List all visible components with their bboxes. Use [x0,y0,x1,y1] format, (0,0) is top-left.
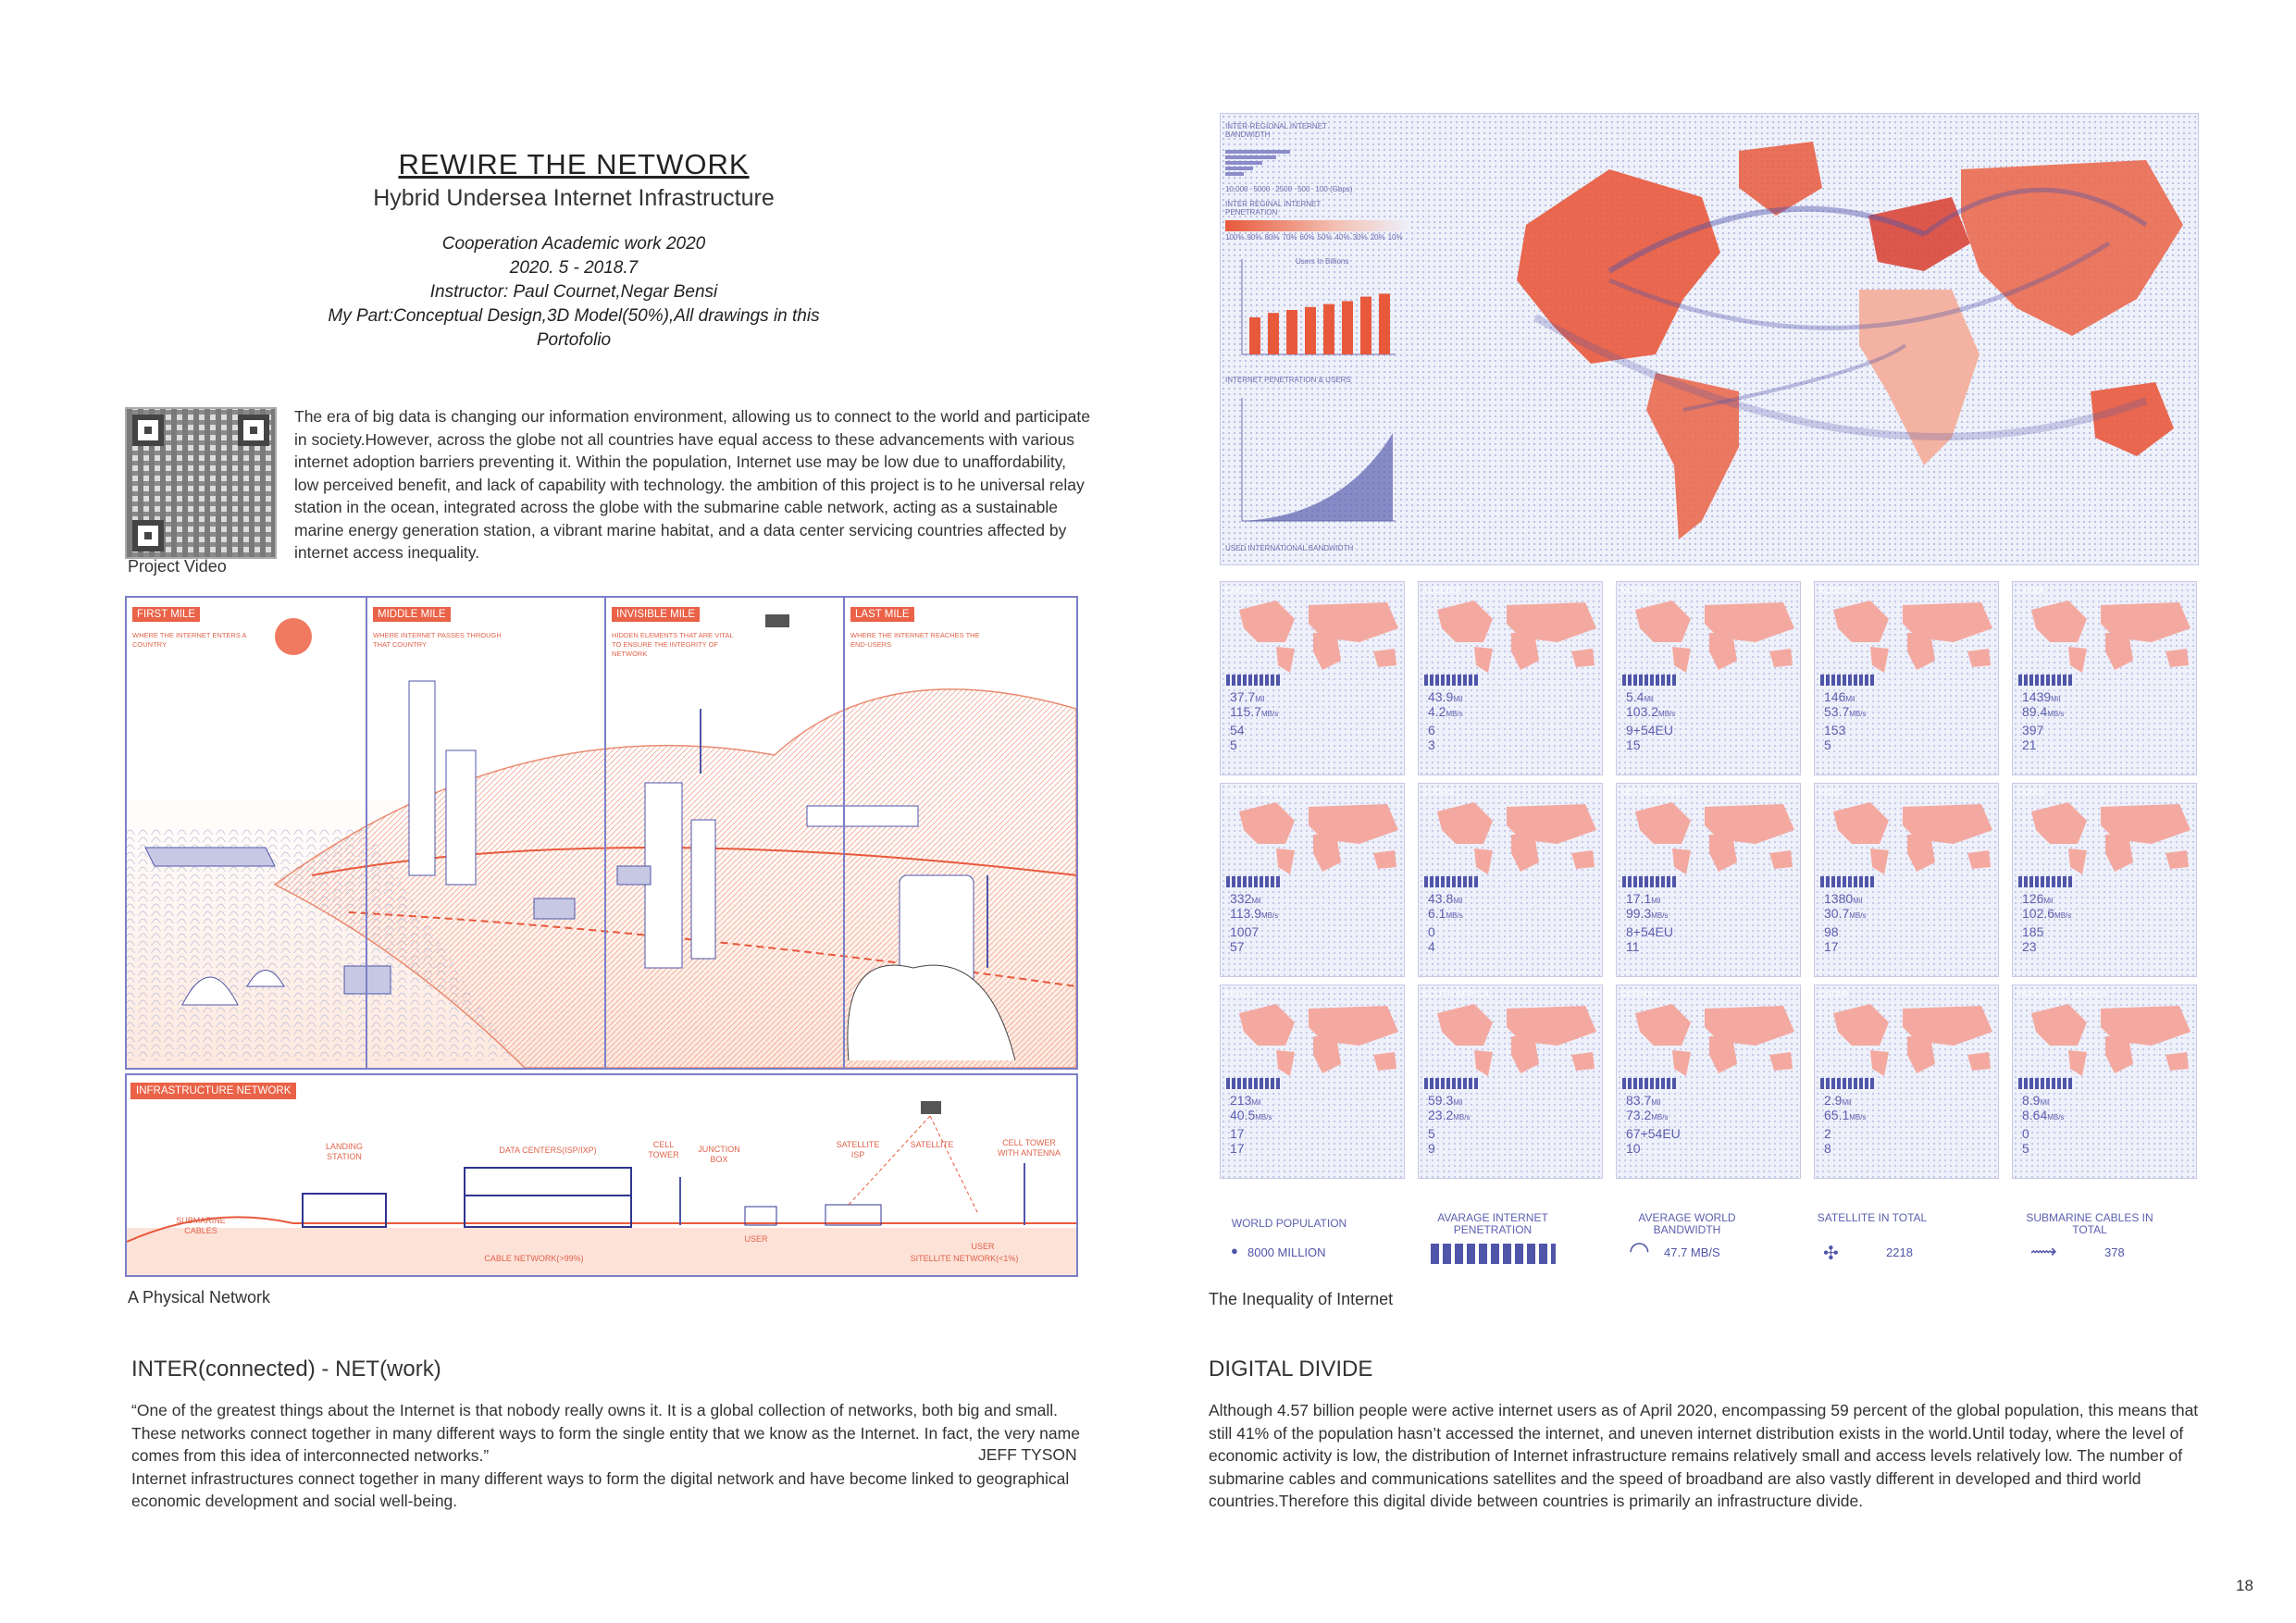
label-submarine-cables: SUBMARINE CABLES [176,1216,226,1235]
panel-middle-mile [367,598,606,1068]
population-people-icon [2018,876,2074,887]
physical-network-illustration [125,596,1078,1070]
submarine-cable-count: 5 [1824,737,1831,752]
country-card [1418,783,1603,977]
greenland-shape [1739,142,1822,216]
country-card [2012,783,2197,977]
population-value: 213Mil [1230,1093,1261,1108]
used-bandwidth-chart [1240,396,1397,526]
population-value: 1439Mil [2022,689,2061,704]
satellite-count: 185 [2022,924,2044,939]
world-map-mini [2013,793,2196,876]
legend-satellite-total-value: 2218 [1886,1245,1913,1259]
bandwidth-tick: 500 [1297,185,1310,193]
satellite-count: 67+54EU [1626,1126,1681,1141]
panel-tag: FIRST MILE [132,607,200,622]
label-junction-box: JUNCTION BOX [698,1145,740,1164]
country-card [2012,985,2197,1179]
penetration-tick: 40% [1334,233,1350,242]
population-value: 43.9Mil [1428,689,1463,704]
population-value: 59.3Mil [1428,1093,1463,1108]
world-map-mini [2013,995,2196,1078]
world-map-mini [1815,995,1998,1078]
country-card [1616,783,1801,977]
legend-world-bandwidth: AVERAGE WORLD BANDWIDTH [1638,1211,1736,1236]
population-value: 2.9Mil [1824,1093,1852,1108]
population-people-icon [1622,1078,1678,1089]
submarine-cable-count: 11 [1626,939,1640,954]
submarine-cable-count: 5 [1230,737,1237,752]
submarine-cable-count: 3 [1428,737,1435,752]
qr-label: Project Video [128,557,227,576]
population-people-icon [1820,876,1876,887]
satellite-count: 8+54EU [1626,924,1673,939]
infrastructure-tag: INFRASTRUCTURE NETWORK [130,1083,296,1099]
users-bar [1249,317,1260,354]
data-center-icon [465,1168,631,1227]
satellite-icon: ✣ [1823,1244,1839,1264]
bandwidth-value: 115.7MB/s [1230,704,1279,719]
submarine-cable-count: 10 [1626,1141,1641,1156]
country-card [1220,985,1405,1179]
bandwidth-value: 53.7MB/s [1824,704,1867,719]
project-meta-1: Cooperation Academic work 2020 [441,234,706,254]
country-card [1418,985,1603,1179]
project-subtitle: Hybrid Undersea Internet Infrastructure [373,185,775,211]
country-card [1814,783,1999,977]
world-map-mini [1221,793,1404,876]
bandwidth-value: 8.64MB/s [2022,1108,2065,1122]
country-inequality-grid [1220,581,2197,1212]
project-video-qr-code[interactable] [125,407,277,559]
population-people-icon [1424,876,1480,887]
label-satellite-isp: SATELLITE ISP [836,1140,880,1159]
country-name: RUSSIAN [1818,586,1859,595]
project-meta-5: Portofolio [536,330,612,350]
speedometer-icon: ◠ [1629,1236,1650,1264]
bandwidth-value: 4.2MB/s [1428,704,1463,719]
internet-section-body [131,1399,1085,1513]
panel-tag: LAST MILE [850,607,914,622]
label-cell-tower: CELL TOWER [648,1140,679,1159]
world-map-mini [2013,591,2196,675]
internet-statistics-panel [1222,118,1411,561]
penetration-ticks [1225,233,1403,242]
project-meta-2: 2020. 5 - 2018.7 [509,258,639,278]
label-user: USER [971,1242,995,1251]
submarine-cable-count: 15 [1626,737,1641,752]
population-value: 37.7Mil [1230,689,1265,704]
penetration-scale [1225,220,1410,231]
population-people-icon [1226,1078,1282,1089]
qr-finder-icon [132,520,164,551]
world-map-mini [1617,793,1800,876]
section-heading-digital-divide: DIGITAL DIVIDE [1209,1357,1373,1381]
satellite-count: 9+54EU [1626,723,1673,737]
satellite-count: 2 [1824,1126,1831,1141]
population-value: 5.4Mil [1626,689,1654,704]
penetration-tick: 20% [1370,233,1385,242]
users-bar [1342,301,1353,354]
section-heading-internet: INTER(connected) - NET(work) [131,1357,441,1381]
country-card [1220,783,1405,977]
penetration-tick: 100% [1225,233,1245,242]
satellite-count: 98 [1824,924,1839,939]
legend-internet-penetration: AVARAGE INTERNET PENETRATION [1437,1211,1548,1236]
users-bar [1268,313,1279,354]
bandwidth-value: 113.9MB/s [1230,906,1279,921]
satellite-count: 0 [2022,1126,2029,1141]
country-name: SUDAN [1422,787,1455,797]
used-bandwidth-area [1242,433,1393,521]
country-name: GERMAN [1620,989,1660,998]
country-name: PAPUA NEW GUINEA [2017,989,2107,998]
project-meta-4: My Part:Conceptual Design,3D Model(50%),All drawings in this [328,306,820,326]
bandwidth-value: 73.2MB/s [1626,1108,1669,1122]
country-name: CHINA [2017,586,2045,595]
panel-desc: WHERE INTERNET PASSES THROUGH THAT COUNTRY [373,631,502,649]
person-icon: ● [1231,1244,1238,1258]
page-number: 18 [2236,1577,2253,1594]
population-value: 43.8Mil [1428,891,1463,906]
satellite-count: 54 [1230,723,1245,737]
population-value: 146Mil [1824,689,1855,704]
bandwidth-value: 102.6MB/s [2022,906,2072,921]
legend-world-population: WORLD POPULATION [1231,1217,1347,1230]
cable-icon: ⟿ [2030,1242,2057,1262]
penetration-title: INTER REGINAL INTERNET PENETRATION [1225,200,1322,217]
label-cable-network: CABLE NETWORK(>99%) [484,1254,584,1263]
australia-shape [2091,382,2174,456]
panel-desc: WHERE THE INTERNET REACHES THE END-USERS [850,631,980,649]
bandwidth-value: 40.5MB/s [1230,1108,1272,1122]
panel-tag: MIDDLE MILE [373,607,451,622]
country-card [1616,985,1801,1179]
population-people-icon [1226,675,1282,686]
label-landing-station: LANDING STATION [325,1142,363,1161]
bandwidth-value: 6.1MB/s [1428,906,1463,921]
satellite-count: 1007 [1230,924,1260,939]
intro-paragraph: The era of big data is changing our information environment, allowing us to connect to the world and participate in society.However, across the globe not all countries have equal access to these advancements with various internet adoption barriers preventing it. Within the population, Internet use may be low due to unaffordability, low perceived benefit, and lack of capability with technology. the ambition of this project is to he universal relay station in the ocean, integrated across the globe with the submarine cable network, acting as a sustainable marine energy generation station, a vibrant marine habitat, and a data center servicing countries affected by internet access inequality. [294,407,1090,562]
asia-shape [1961,160,2183,336]
label-satellite: SATELLITE [910,1140,954,1149]
satellite-count: 153 [1824,723,1846,737]
bandwidth-title: INTER-REGIONAL INTERNET BANDWIDTH [1225,122,1327,139]
world-map-mini [1221,995,1404,1078]
tyson-quote: “One of the greatest things about the Internet is that nobody really owns it. It is a global collection of networks, both big and small. These networks connect together in many different ways to form the single entity that we know as the Internet. In fact, the very name comes from this idea of interconnected networks.” [131,1401,1080,1465]
population-people-icon [1622,675,1678,686]
penetration-tick: 50% [1317,233,1333,242]
satellite-icon [921,1101,941,1114]
legend-satellite-total: SATELLITE IN TOTAL [1817,1211,1928,1224]
inequality-caption: The Inequality of Internet [1209,1290,1394,1308]
project-title: REWIRE THE NETWORK [398,148,750,180]
bandwidth-tick: 2500 [1275,185,1293,193]
world-map-mini [1617,995,1800,1078]
population-people-icon [1820,675,1876,686]
used-bandwidth-title: USED INTERNATIONAL BANDWIDTH [1225,544,1354,552]
landing-station-icon [303,1194,386,1227]
panel-last-mile [845,598,1076,1068]
penetration-tick: 90% [1247,233,1262,242]
infrastructure-network-diagram [125,1073,1078,1277]
submarine-cable-count: 5 [2022,1141,2029,1156]
country-name: BRAZIL [1224,989,1257,998]
population-value: 1380Mil [1824,891,1863,906]
submarine-cable-count: 21 [2022,737,2037,752]
user-building-icon [825,1205,881,1225]
legend-submarine-cables: SUBMARINE CABLES IN TOTAL [2026,1211,2153,1236]
submarine-cable-count: 23 [2022,939,2037,954]
users-label: Users In Billions [1296,257,1349,266]
world-map-mini [1815,591,1998,675]
digital-divide-paragraph: Although 4.57 billion people were active internet users as of April 2020, encompassing 59 percent of the global population, this means that still 41% of the population hasn’t accessed the internet, and uneven internet distribution exists in the world.Until today, where the level of economic activity is low, the distribution of Internet infrastructure remains relatively small and access levels relatively low. The number of submarine cables and communications satellites and the speed of broadband are also vastly different in developed and third world countries.Therefore this digital divide between countries is primarily an infrastructure divide. [1209,1401,2199,1510]
world-map-mini [1419,995,1602,1078]
population-people-icon [1622,876,1678,887]
satellite-count: 6 [1428,723,1435,737]
pen-users-title: INTERNET PENETRATION & USERS [1225,376,1351,384]
population-people-icon [1820,1078,1876,1089]
satellite-count: 397 [2022,723,2044,737]
internet-section-paragraph: Internet infrastructures connect together in many different ways to form the digital network and have become linked to geographical economic development and social well-being. [131,1468,1070,1510]
users-bar [1305,307,1316,354]
project-meta-3: Instructor: Paul Cournet,Negar Bensi [429,282,718,302]
population-people-icon [1424,1078,1480,1089]
panel-desc: WHERE THE INTERNET ENTERS A COUNTRY [132,631,247,649]
population-value: 332Mil [1230,891,1261,906]
bandwidth-value: 65.1MB/s [1824,1108,1867,1122]
world-map-mini [1221,591,1404,675]
legend-world-population-value: 8000 MILLION [1247,1245,1326,1259]
penetration-tick: 70% [1282,233,1297,242]
population-value: 126Mil [2022,891,2054,906]
panel-first-mile [127,598,367,1068]
country-card [1220,581,1405,775]
satellite-count: 0 [1428,924,1435,939]
label-cell-tower-antenna: CELL TOWER WITH ANTENNA [997,1138,1061,1158]
country-name: JAPAN [2017,787,2045,797]
penetration-tick: 80% [1264,233,1280,242]
statistics-legend [1220,1211,2197,1282]
country-name: ALGERIA [1422,586,1462,595]
satellite-count: 5 [1428,1126,1435,1141]
country-card [2012,581,2197,775]
country-name: UNITED SATES [1224,787,1290,797]
population-people-icon [2018,675,2074,686]
country-name: NETHERLANDS [1620,787,1688,797]
users-bar [1323,304,1334,354]
qr-finder-icon [132,415,164,446]
panel-tag: INVISIBLE MILE [612,607,700,622]
users-bar-chart [1240,257,1397,359]
bandwidth-value: 23.2MB/s [1428,1108,1471,1122]
bandwidth-bars [1225,146,1336,183]
country-card [1814,581,1999,775]
population-value: 17.1Mil [1626,891,1661,906]
bandwidth-tick: 10,000 [1225,185,1248,193]
country-name: QATAR [1818,989,1849,998]
satellite-count: 17 [1230,1126,1245,1141]
country-name: CANADA [1224,586,1262,595]
panel-invisible-mile [606,598,845,1068]
population-people-icon [1226,876,1282,887]
legend-submarine-cables-value: 378 [2104,1245,2125,1259]
country-card [1418,581,1603,775]
country-card [1616,581,1801,775]
submarine-cable-count: 4 [1428,939,1435,954]
world-map-mini [1617,591,1800,675]
project-title-block [259,148,888,353]
submarine-cable-count: 57 [1230,939,1245,954]
world-map-mini [1815,793,1998,876]
penetration-tick: 30% [1352,233,1368,242]
label-data-centers: DATA CENTERS(ISP/IXP) [499,1146,597,1155]
world-map-mini [1419,591,1602,675]
bandwidth-value: 103.2MB/s [1626,704,1676,719]
bandwidth-ticks [1225,185,1352,193]
users-bar [1286,310,1297,354]
penetration-tick: 60% [1299,233,1315,242]
country-name: NORWAY [1620,586,1660,595]
panel-desc: HIDDEN ELEMENTS THAT ARE VITAL TO ENSURE THE INTEGRITY OF NETWORK [612,631,734,658]
infrastructure-drawing [127,1075,1076,1275]
population-people-icon [1424,675,1480,686]
physical-network-caption: A Physical Network [128,1288,271,1307]
qr-finder-icon [238,415,269,446]
bandwidth-value: 99.3MB/s [1626,906,1669,921]
bandwidth-tick: 100 (Gbps) [1315,185,1353,193]
submarine-cable-count: 8 [1824,1141,1831,1156]
population-people-icon [2018,1078,2074,1089]
bandwidth-tick: 5000 [1253,185,1271,193]
legend-world-bandwidth-value: 47.7 MB/S [1664,1245,1720,1259]
label-user: USER [744,1234,768,1244]
world-map-mini [1419,793,1602,876]
quote-author: JEFF TYSON [978,1445,1077,1464]
submarine-cable-count: 17 [1230,1141,1245,1156]
bandwidth-value: 30.7MB/s [1824,906,1867,921]
submarine-cable-count: 17 [1824,939,1839,954]
country-name: SOUTH AFRICA [1422,989,1490,998]
submarine-cable-count: 9 [1428,1141,1435,1156]
label-satellite-network: SITELLITE NETWORK(<1%) [910,1254,1019,1263]
users-bar [1379,293,1390,354]
country-card [1814,985,1999,1179]
penetration-tick: 10% [1387,233,1403,242]
country-name: INDIA [1818,787,1843,797]
penetration-people-icon [1431,1244,1556,1264]
population-value: 83.7Mil [1626,1093,1661,1108]
population-value: 8.9Mil [2022,1093,2050,1108]
users-bar [1360,297,1371,354]
bandwidth-value: 89.4MB/s [2022,704,2065,719]
